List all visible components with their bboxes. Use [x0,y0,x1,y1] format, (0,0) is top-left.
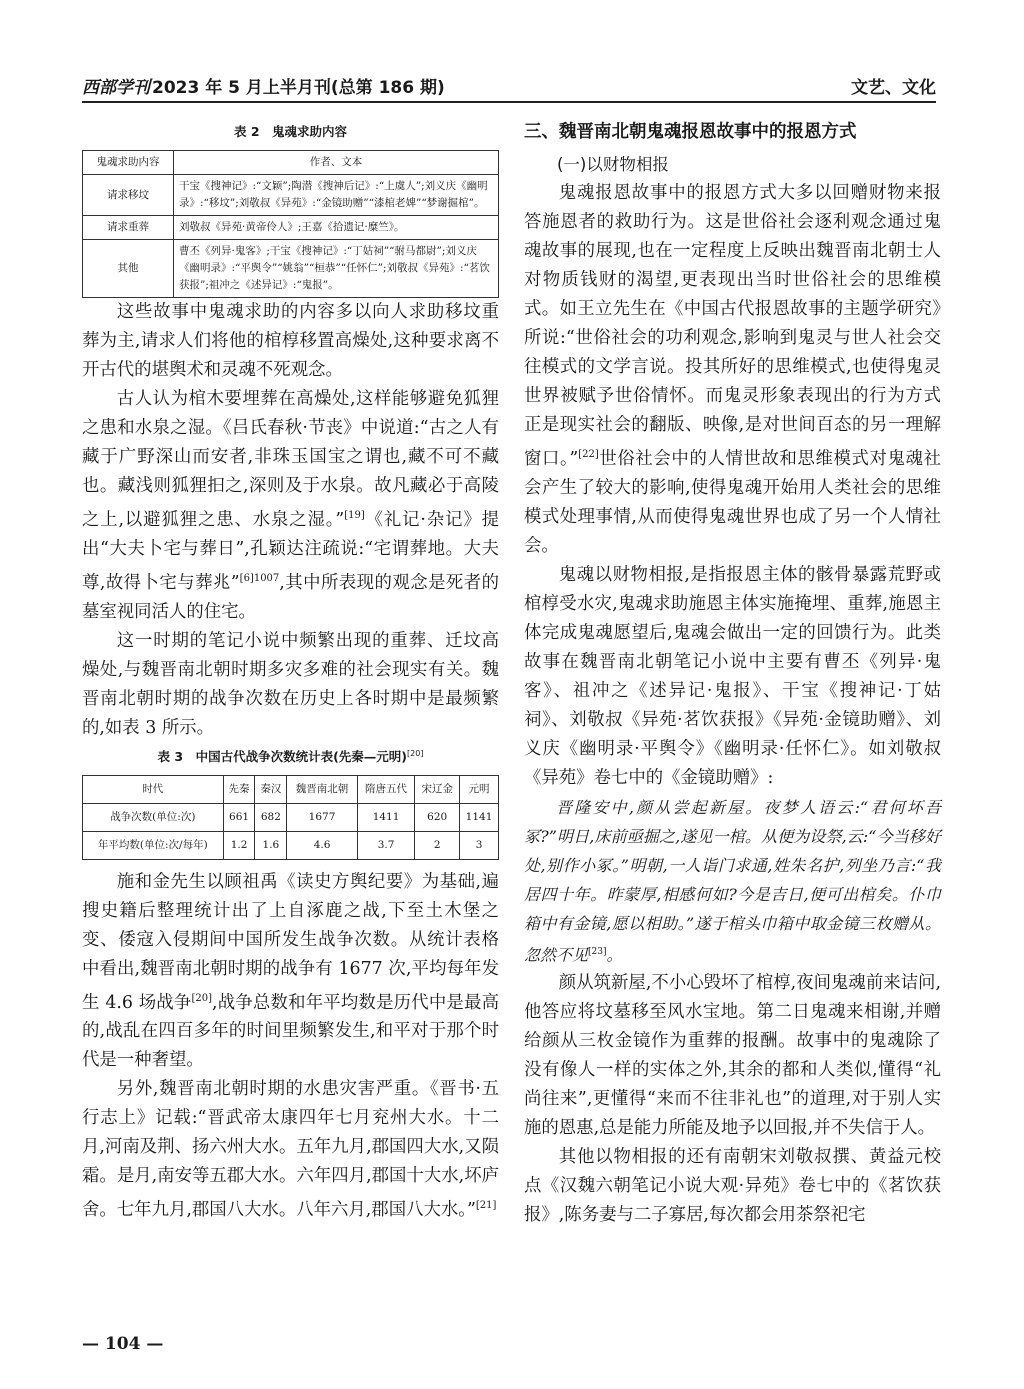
table-cell: 1677 [287,803,357,831]
table-header-row [83,151,499,175]
table2-caption: 表 2 鬼魂求助内容 [233,124,348,139]
paragraph-text: 《礼记·杂记》提出“大夫卜宅与葬日”,孔颖达注疏说:“宅谓葬地。大夫尊,故得卜宅与葬兆” [82,509,499,593]
paragraph-text: ,其中所表现的观念是死者的墓室视同活人的住宅。 [82,572,500,622]
subsection-heading: (一)以财物相报 [557,155,669,174]
paragraph: 这一时期的笔记小说中频繁出现的重葬、迁坟高燥处,与魏晋南北朝时期多灾多难的社会现实有关。魏晋南北朝时期的战争次数在历史上各时期中是最频繁的,如表 3 所示。 [82,630,499,738]
caption-text: 表 3 中国古代战争次数统计表(先秦—元明) [157,748,408,764]
citation: [21] [475,1200,497,1212]
page-number: — 104 — [82,1334,164,1354]
table-header-cell: 魏晋南北朝 [287,775,357,803]
paragraph-text: 另外,魏晋南北朝时期的水患灾害严重。《晋书·五行志上》记载:“晋武帝太康四年七月兖州大水。十二月,河南及荆、扬六州大水。五年九月,郡国四大水,又陨霜。是月,南安等五郡大水。六年四月,郡国十大水,坏庐舍。七年九月,郡国八大水。八年六月,郡国八大水。” [82,1079,499,1221]
paragraph [82,385,499,627]
paragraph-text: ,战争总数和年平均数是历代中是最高的,战乱在四百多年的时间里频繁发生,和平对于那个时代是一种奢望。 [82,992,499,1071]
table-cell: 1.6 [255,831,287,859]
table-cell: 1411 [357,803,415,831]
table-header-row [83,775,499,803]
section-label: 文艺、文化 [851,78,936,98]
table3-caption [82,747,499,765]
table-row [83,216,499,240]
paragraph-text: 鬼魂报恩故事中的报恩方式大多以回赠财物来报答施恩者的救助行为。这是世俗社会逐利观念通过鬼魂故事的展现,也在一定程度上反映出魏晋南北朝士人对物质钱财的渴望,更表现出当时世俗社会的思维模式。如王立先生在《中国古代报恩故事的主题学研究》所说:“世俗社会的功利观念,影响到鬼灵与世人社会交往模式的文学言说。投其所好的思维模式,也使得鬼灵世界被赋予世俗情怀。而鬼灵形象表现出的行为方式正是现实社会的翻版、映像,是对世间百态的另一理解窗口。” [524,183,941,469]
right-column [524,118,941,1230]
table-header-cell: 时代 [83,775,224,803]
citation: [22] [578,449,599,460]
table-cell: 请求移坟 [83,175,174,216]
table-cell: 刘敬叔《异苑·黄帝伶人》;王嘉《拾遗记·糜竺》。 [174,216,499,240]
journal-logo: 西部学刊 [82,78,150,98]
table-cell: 曹丕《列异·鬼客》;干宝《搜神记》:“丁姑祠”“驸马都尉”;刘义庆《幽明录》:“平舆令”“姚翁”“桓恭”“任怀仁”;刘敬叔《异苑》:“茗饮获报”;祖冲之《述异记》:“鬼报”。 [174,240,499,298]
paragraph [524,179,941,561]
paragraph-text: 世俗社会中的人情世故和思维模式对鬼魂社会产生了较大的影响,使得鬼魂开始用人类社会的思维模式处理事情,从而使得鬼魂世界也成了另一个人情社会。 [524,448,941,556]
table-row [83,803,499,831]
table-header-cell: 作者、文本 [174,151,499,175]
table-cell: 干宝《搜神记》:“文颖”;陶潜《搜神后记》:“上虞人”;刘义庆《幽明录》:“移坟”;刘敬叔《异苑》:“金镜助赠”“漆棺老婢”“梦谢掘棺”。 [174,175,499,216]
paragraph: 其他以物相报的还有南朝宋刘敬叔撰、黄益元校点《汉魏六朝笔记小说大观·异苑》卷七中的《茗饮获报》,陈务妻与二子寡居,每次都会用茶祭祀宅 [524,1147,941,1226]
citation: [20] [191,992,213,1004]
table-row [83,175,499,216]
table-cell: 4.6 [287,831,357,859]
block-quote [524,793,941,969]
left-column [82,118,499,1225]
paragraph [82,1075,499,1225]
table-cell: 请求重葬 [83,216,174,240]
paragraph [82,868,499,1076]
table3 [82,775,499,860]
table-header-cell: 元明 [460,775,499,803]
table2 [82,150,499,298]
table-cell: 682 [255,803,287,831]
table-cell: 3.7 [357,831,415,859]
paragraph: 颜从筑新屋,不小心毁坏了棺椁,夜间鬼魂前来诘问,他答应将坟墓移至风水宝地。第二日鬼魂来相谢,并赠给颜从三枚金镜作为重葬的报酬。故事中的鬼魂除了没有像人一样的实体之外,其余的都和人类似,懂得“礼尚往来”,更懂得“来而不往非礼也”的道理,对于别人实施的恩惠,总是能力所能及地予以回报,并不失信于人。 [524,973,941,1139]
paragraph-text: 施和金先生以顾祖禹《读史方舆纪要》为基础,遍搜史籍后整理统计出了上自涿鹿之战,下至土木堡之变、倭寇入侵期间中国所发生战争次数。从统计表格中看出,魏晋南北朝时期的战争有 1677 次,平均每年发生 4.6 场战争 [82,871,499,1013]
table-header-cell: 鬼魂求助内容 [83,151,174,175]
table-header-cell: 秦汉 [255,775,287,803]
table-header-cell: 先秦 [223,775,255,803]
paragraph: 这些故事中鬼魂求助的内容多以向人求助移坟重葬为主,请求人们将他的棺椁移置高燥处,这种要求离不开古代的堪舆术和灵魂不死观念。 [82,302,499,380]
table-header-cell: 宋辽金 [415,775,460,803]
header-rule [82,101,936,103]
table-cell: 2 [415,831,460,859]
paragraph-text: 古人认为棺木要埋葬在高燥处,这样能够避免狐狸之患和水泉之湿。《吕氏春秋·节丧》中说道:“古之人有藏于广野深山而安者,非珠玉国宝之谓也,藏不可不藏也。藏浅则狐狸抇之,深则及于水泉。故凡藏必于高陵之上,以避狐狸之患、水泉之湿。” [82,389,499,530]
table-cell: 年平均数(单位:次/每年) [83,831,224,859]
journal-info [82,73,445,98]
table-cell: 1141 [460,803,499,831]
table-header-cell: 隋唐五代 [357,775,415,803]
quote-text: 。 [606,945,623,965]
table-cell: 620 [415,803,460,831]
citation: [23] [588,946,607,957]
table-row [83,240,499,298]
section-heading: 三、魏晋南北朝鬼魂报恩故事中的报恩方式 [524,122,857,142]
table-cell: 其他 [83,240,174,298]
table-cell: 661 [223,803,255,831]
page-header [82,70,936,98]
table-cell: 战争次数(单位:次) [83,803,224,831]
issue-label: 2023 年 5 月上半月刊(总第 186 期) [152,78,445,98]
quote-text: 晋隆安中,颜从尝起新屋。夜梦人语云:“君何坏吾冢?”明日,床前亟掘之,遂见一棺。从便为设祭,云:“今当移好处,别作小冢。”明朝,一人诣门求通,姓朱名护,列坐乃言:“我居四十年。昨蒙厚,相感何如?今是吉日,便可出棺矣。仆巾箱中有金镜,愿以相助。”遂于棺头巾箱中取金镜三枚赠从。忽然不见 [524,797,941,965]
table-cell: 1.2 [223,831,255,859]
citation: [19] [344,510,365,521]
citation: [6]1007 [239,572,280,584]
citation: [20] [407,748,424,758]
table-cell: 3 [460,831,499,859]
table-row [83,831,499,859]
paragraph: 鬼魂以财物相报,是指报恩主体的骸骨暴露荒野或棺椁受水灾,鬼魂求助施恩主体实施掩埋、重葬,施恩主体完成鬼魂愿望后,鬼魂会做出一定的回馈行为。此类故事在魏晋南北朝笔记小说中主要有曹丕《列异·鬼客》、祖冲之《述异记·鬼报》、干宝《搜神记·丁姑祠》、刘敬叔《异苑·茗饮获报》《异苑·金镜助赠》、刘义庆《幽明录·平舆令》《幽明录·任怀仁》。如刘敬叔《异苑》卷七中的《金镜助赠》: [524,564,941,788]
